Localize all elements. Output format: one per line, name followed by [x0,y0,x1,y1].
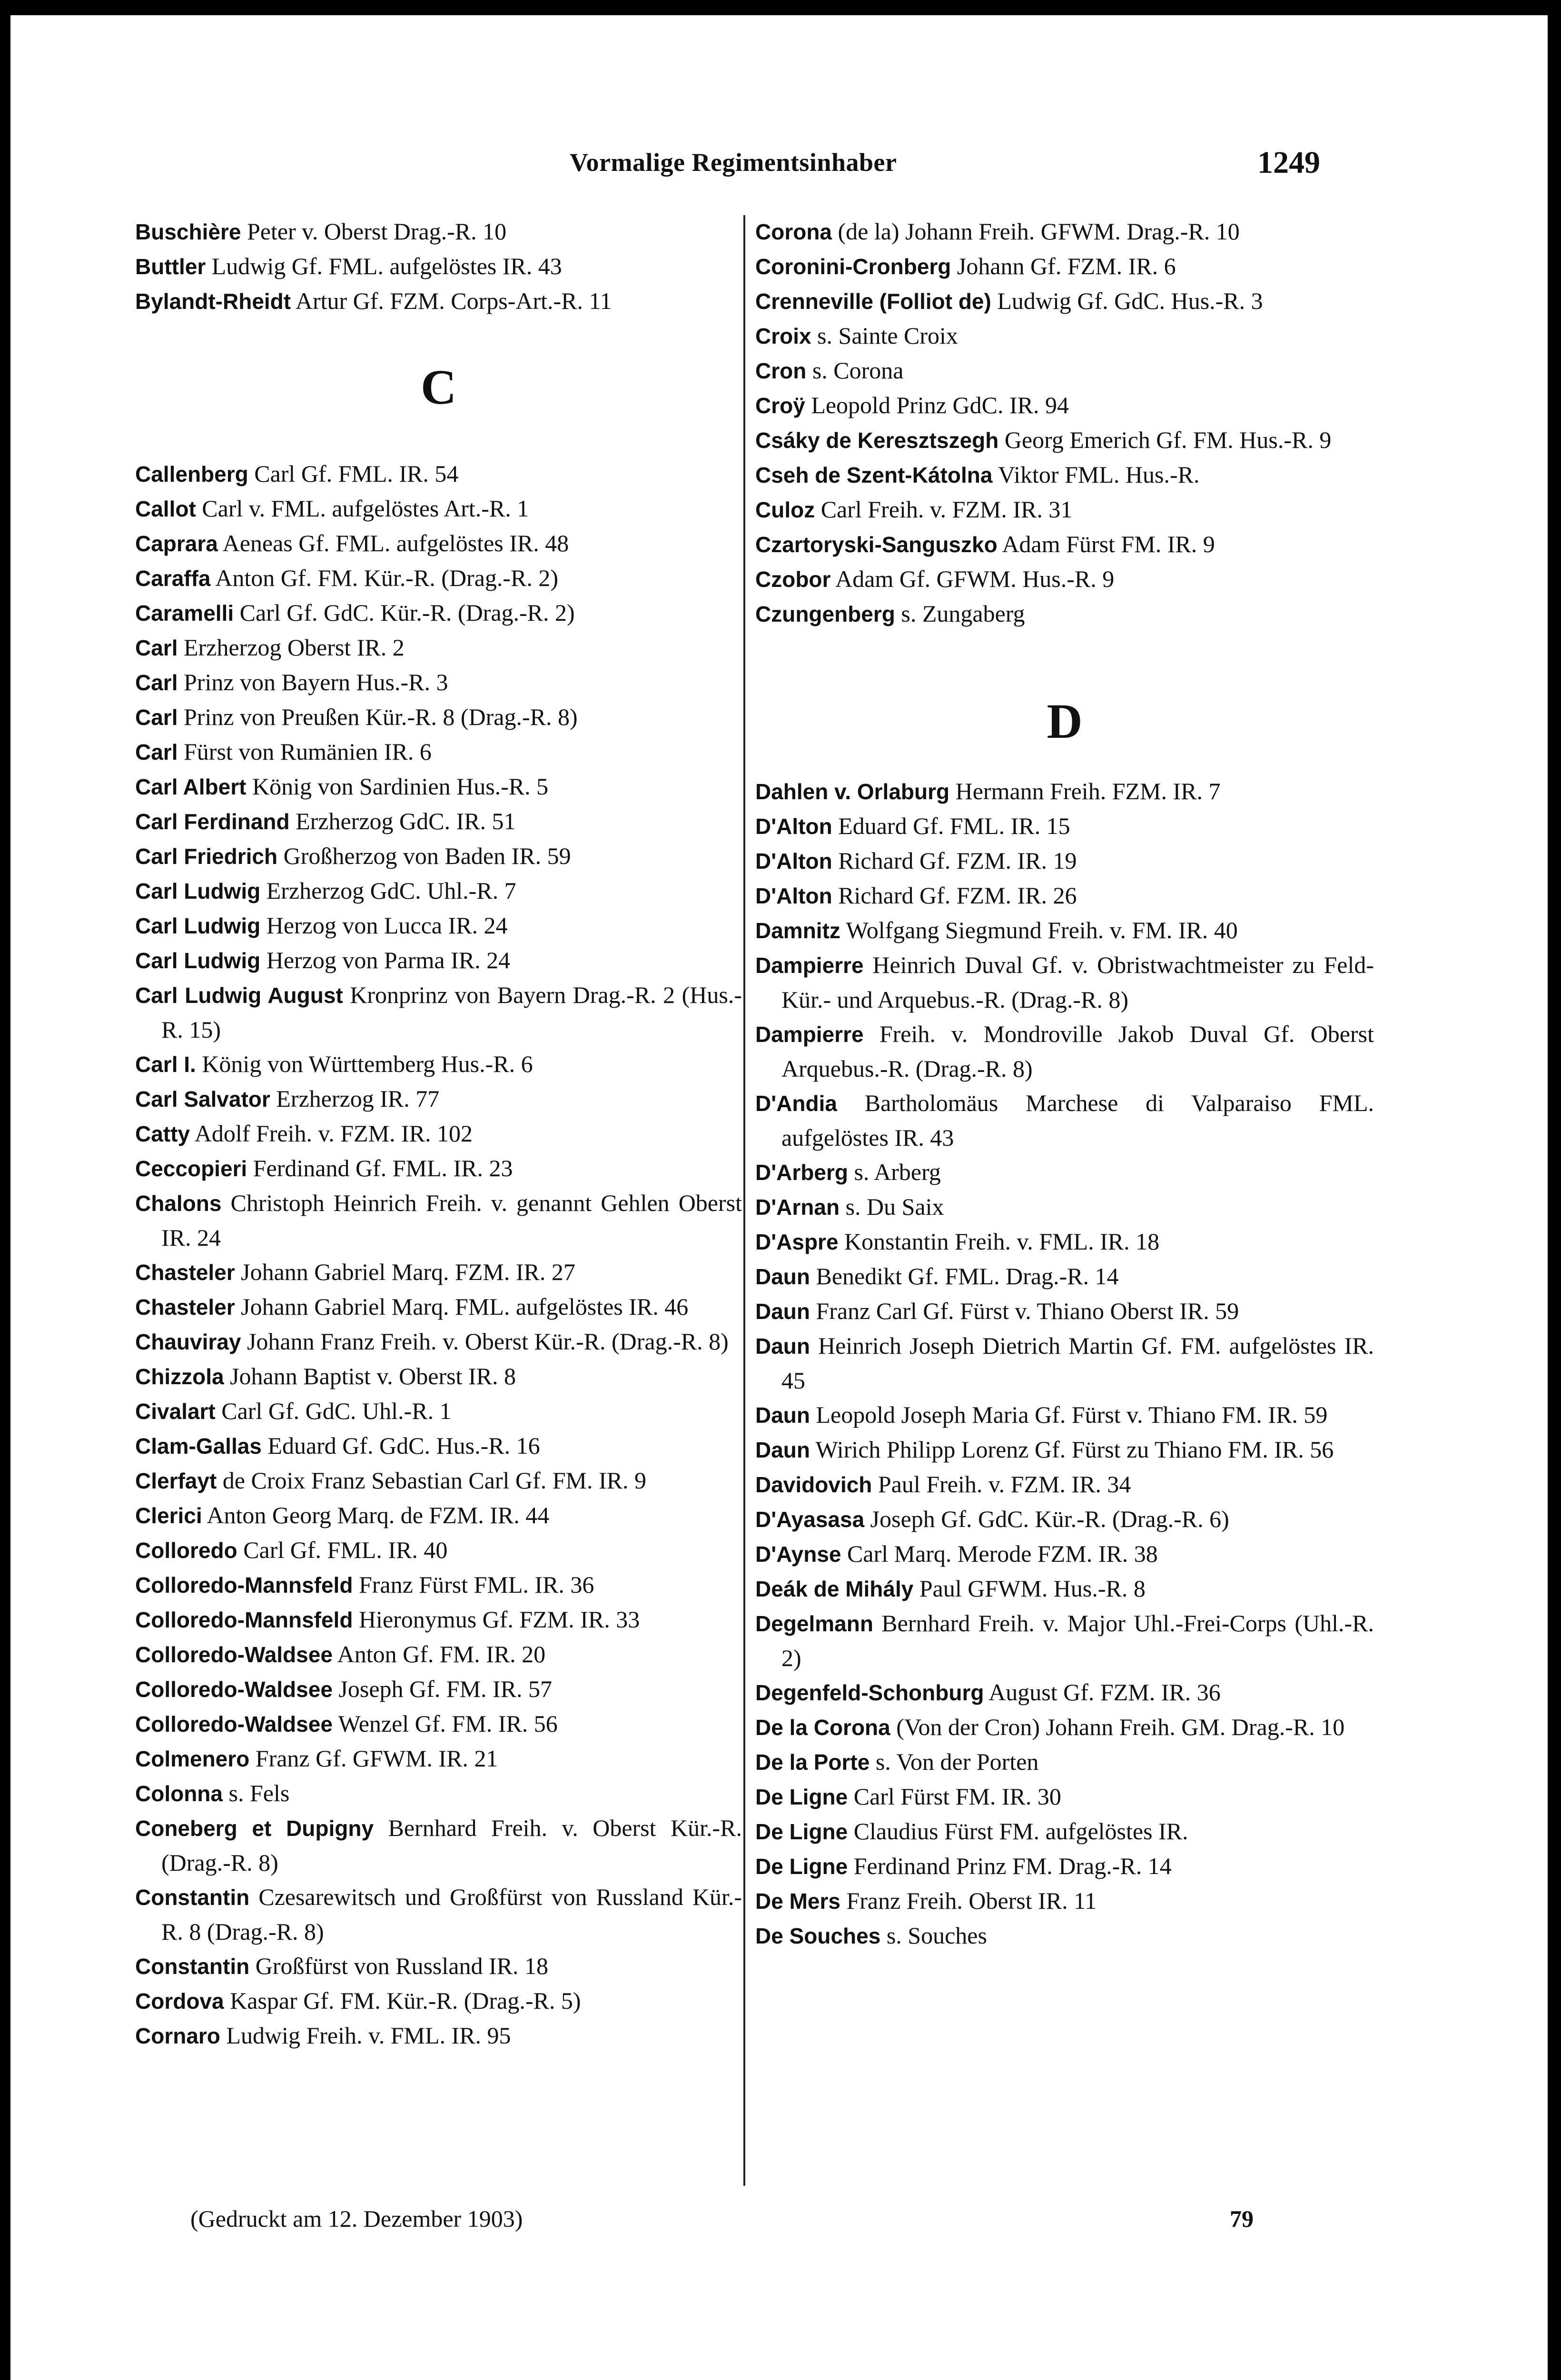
entry-name: Chauviray [135,1329,241,1354]
register-entry [135,1533,742,1567]
register-entry [135,1567,742,1602]
entry-details: Großherzog von Baden IR. 59 [283,843,571,869]
entry-name: D'Arnan [755,1195,840,1220]
register-entry [135,1672,742,1706]
register-entry [135,561,742,595]
entry-name: Caraffa [135,566,211,591]
entry-details: Leopold Joseph Maria Gf. Fürst v. Thiano FM. IR. 59 [816,1401,1328,1428]
entry-details: Aeneas Gf. FML. aufgelöstes IR. 48 [222,530,569,556]
entry-details: Franz Gf. GFWM. IR. 21 [255,1745,498,1772]
entry-details: Ferdinand Gf. FML. IR. 23 [253,1155,513,1181]
left-main-entries [135,456,742,2053]
register-entry [135,1359,742,1394]
entry-details: Johann Gf. FZM. IR. 6 [957,253,1176,279]
register-entry [135,1255,742,1289]
entry-name: Croÿ [755,393,805,418]
register-entry [755,1779,1374,1814]
entry-name: De la Porte [755,1750,870,1775]
right-top-entries [755,214,1374,631]
register-entry [755,948,1374,1017]
entry-details: Christoph Heinrich Freih. v. genannt Gehlen Oberst IR. 24 [161,1190,742,1251]
entry-name: Colloredo [135,1538,237,1563]
entry-details: Anton Gf. FM. Kür.-R. (Drag.-R. 2) [215,565,559,591]
entry-details: Artur Gf. FZM. Corps-Art.-R. 11 [295,288,612,314]
register-entry [135,1394,742,1428]
entry-details: Konstantin Freih. v. FML. IR. 18 [844,1228,1160,1255]
register-entry [755,457,1374,492]
entry-name: Buttler [135,254,206,279]
entry-name: Cornaro [135,2023,220,2048]
register-entry [755,249,1374,284]
entry-details: Erzherzog Oberst IR. 2 [183,634,405,661]
entry-name: Crenneville (Folliot de) [755,289,991,314]
entry-name: Colonna [135,1781,223,1806]
entry-name: D'Alton [755,814,832,839]
register-entry [755,843,1374,878]
register-entry [135,1602,742,1637]
register-entry [135,249,742,284]
entry-name: Ceccopieri [135,1156,247,1181]
register-entry [755,1086,1374,1155]
register-entry [135,1880,742,1949]
entry-name: Czobor [755,567,831,592]
register-entry [755,1537,1374,1571]
entry-name: Carl Salvator [135,1087,270,1111]
register-entry [135,1047,742,1081]
entry-name: Caprara [135,531,218,556]
entry-details: Carl v. FML. aufgelöstes Art.-R. 1 [202,495,529,522]
entry-name: Corona [755,219,832,244]
right-main-entries [755,774,1374,1953]
entry-name: Coronini-Cronberg [755,254,951,279]
entry-details: Kronprinz von Bayern Drag.-R. 2 (Hus.-R. 15) [161,982,742,1043]
entry-name: Colloredo-Mannsfeld [135,1607,353,1632]
entry-details: Leopold Prinz GdC. IR. 94 [811,392,1069,418]
register-entry [135,804,742,839]
entry-details: Carl Gf. FML. IR. 40 [243,1537,448,1563]
entry-details: Wolfgang Siegmund Freih. v. FM. IR. 40 [846,917,1238,943]
right-column [755,214,1374,1953]
register-entry [755,1398,1374,1432]
entry-name: Daun [755,1264,810,1289]
entry-details: Ludwig Gf. FML. aufgelöstes IR. 43 [211,253,562,279]
register-entry [135,595,742,630]
entry-details: Franz Carl Gf. Fürst v. Thiano Oberst IR. 59 [816,1298,1239,1324]
register-entry [135,1081,742,1116]
entry-name: Carl Ferdinand [135,809,290,834]
entry-details: Bartholomäus Marchese di Valparaiso FML. aufgelöstes IR. 43 [781,1090,1374,1151]
entry-name: Carl Albert [135,774,247,799]
entry-name: Carl [135,740,178,764]
entry-details: s. Fels [228,1780,290,1806]
entry-name: Buschière [135,219,241,244]
entry-name: Bylandt-Rheidt [135,289,291,314]
entry-details: Carl Gf. GdC. Uhl.-R. 1 [221,1398,452,1424]
entry-details: Viktor FML. Hus.-R. [998,461,1200,488]
entry-name: De Ligne [755,1819,848,1844]
entry-name: D'Aynse [755,1542,841,1567]
entry-details: Herzog von Parma IR. 24 [266,947,511,973]
entry-details: Prinz von Bayern Hus.-R. 3 [183,669,448,695]
entry-details: Anton Gf. FM. IR. 20 [337,1641,546,1667]
register-entry [755,913,1374,948]
entry-name: Daun [755,1299,810,1324]
register-entry [755,878,1374,913]
entry-name: Clerfayt [135,1468,217,1493]
entry-name: Colloredo-Waldsee [135,1712,333,1736]
register-entry [135,769,742,804]
register-entry [135,1289,742,1324]
entry-details: Benedikt Gf. FML. Drag.-R. 14 [816,1263,1119,1289]
entry-name: Csáky de Keresztszegh [755,428,999,453]
entry-details: Heinrich Joseph Dietrich Martin Gf. FM. aufgelöstes IR. 45 [781,1332,1374,1394]
entry-name: Degelmann [755,1611,873,1636]
register-entry [755,1224,1374,1259]
register-entry [755,492,1374,527]
entry-name: Clam-Gallas [135,1434,262,1458]
entry-details: Ludwig Freih. v. FML. IR. 95 [226,2022,511,2049]
entry-name: Dampierre [755,1022,864,1047]
entry-details: Joseph Gf. FM. IR. 57 [338,1676,553,1702]
register-entry [755,1710,1374,1745]
entry-details: Ludwig Gf. GdC. Hus.-R. 3 [997,288,1263,314]
entry-details: Freih. v. Mondroville Jakob Duval Gf. Oberst Arquebus.-R. (Drag.-R. 8) [781,1021,1374,1082]
register-entry [755,214,1374,249]
entry-name: D'Aspre [755,1230,839,1254]
entry-name: Damnitz [755,918,840,943]
entry-details: Joseph Gf. GdC. Kür.-R. (Drag.-R. 6) [870,1506,1229,1532]
register-entry [135,1186,742,1255]
register-entry [135,943,742,978]
entry-details: Erzherzog IR. 77 [276,1085,440,1112]
register-entry [755,284,1374,318]
entry-details: König von Sardinien Hus.-R. 5 [252,773,549,800]
print-date-note: (Gedruckt am 12. Dezember 1903) [190,2205,523,2232]
entry-details: Adam Fürst FM. IR. 9 [1002,531,1215,557]
entry-name: D'Alton [755,883,832,908]
register-entry [135,734,742,769]
entry-details: Großfürst von Russland IR. 18 [255,1953,548,1979]
entry-name: Callenberg [135,462,248,486]
entry-details: s. Corona [812,357,904,384]
entry-name: Clerici [135,1503,202,1528]
entry-details: s. Von der Porten [875,1748,1039,1775]
entry-details: s. Arberg [854,1159,941,1185]
entry-name: Dahlen v. Orlaburg [755,779,950,804]
entry-details: Fürst von Rumänien IR. 6 [183,738,432,765]
entry-details: Johann Franz Freih. v. Oberst Kür.-R. (Drag.-R. 8) [247,1328,729,1355]
register-entry [135,839,742,873]
register-entry [135,700,742,734]
entry-name: Croix [755,324,811,348]
entry-details: Carl Marq. Merode FZM. IR. 38 [847,1540,1158,1567]
entry-name: Carl Ludwig [135,948,261,973]
entry-name: Cseh de Szent-Kátolna [755,463,993,487]
entry-details: König von Württemberg Hus.-R. 6 [202,1051,533,1077]
section-heading-d: D [1047,694,1083,749]
register-entry [755,774,1374,809]
entry-details: s. Du Saix [845,1193,944,1220]
register-entry [135,1151,742,1186]
entry-details: Adam Gf. GFWM. Hus.-R. 9 [835,565,1115,592]
register-entry [755,1155,1374,1190]
register-entry [755,1675,1374,1710]
entry-details: Erzherzog GdC. Uhl.-R. 7 [266,877,516,904]
register-entry [755,1884,1374,1918]
section-heading-c: C [420,360,457,415]
entry-details: Carl Fürst FM. IR. 30 [853,1783,1061,1810]
entry-details: Anton Georg Marq. de FZM. IR. 44 [207,1502,550,1528]
register-entry [135,1637,742,1672]
entry-name: Daun [755,1334,810,1359]
register-entry [135,1428,742,1463]
entry-name: Carl Friedrich [135,844,278,869]
entry-name: Degenfeld-Schonburg [755,1680,984,1705]
entry-name: Czartoryski-Sanguszko [755,532,998,557]
register-entry [135,1498,742,1533]
entry-details: Carl Freih. v. FZM. IR. 31 [820,496,1073,523]
register-entry [755,388,1374,423]
column-divider [743,215,745,2186]
entry-name: Callot [135,496,196,521]
entry-name: Carl Ludwig August [135,983,343,1008]
register-entry [755,1606,1374,1675]
register-entry [135,2018,742,2053]
register-entry [135,214,742,249]
entry-details: Peter v. Oberst Drag.-R. 10 [247,218,507,245]
entry-details: s. Souches [886,1922,987,1949]
entry-name: Constantin [135,1954,250,1979]
register-entry [135,456,742,491]
register-entry [755,1849,1374,1884]
entry-name: Constantin [135,1885,250,1910]
register-entry [755,353,1374,388]
entry-name: De Ligne [755,1854,848,1879]
entry-name: De Mers [755,1889,840,1914]
register-entry [755,809,1374,843]
entry-name: D'Ayasasa [755,1507,865,1532]
entry-name: Culoz [755,497,815,522]
page-number: 1249 [1257,145,1320,180]
entry-details: Wenzel Gf. FM. IR. 56 [338,1710,558,1737]
entry-details: Heinrich Duval Gf. v. Obristwachtmeister zu Feld-Kür.- und Arquebus.-R. (Drag.-R. 8) [781,952,1374,1013]
entry-details: Eduard Gf. GdC. Hus.-R. 16 [267,1432,540,1459]
entry-name: Colloredo-Mannsfeld [135,1573,353,1597]
register-entry [135,1776,742,1811]
entry-name: Colloredo-Waldsee [135,1677,333,1702]
entry-name: Coneberg et Dupigny [135,1816,374,1841]
entry-details: Erzherzog GdC. IR. 51 [296,808,516,834]
register-entry [135,526,742,561]
register-entry [135,908,742,943]
entry-name: Daun [755,1438,810,1462]
register-entry [755,1190,1374,1224]
entry-name: De la Corona [755,1715,890,1740]
entry-name: De Souches [755,1924,881,1948]
running-header-title: Vormalige Regimentsinhaber [570,148,897,177]
register-entry [135,1463,742,1498]
register-entry [135,1741,742,1776]
entry-details: Franz Freih. Oberst IR. 11 [846,1887,1097,1914]
entry-name: Carl [135,705,178,730]
entry-details: Richard Gf. FZM. IR. 26 [838,882,1077,909]
entry-details: Johann Gabriel Marq. FZM. IR. 27 [241,1259,575,1285]
entry-name: Davidovich [755,1472,872,1497]
entry-name: Colmenero [135,1746,250,1771]
entry-name: Cordova [135,1989,224,2013]
register-entry [755,562,1374,596]
entry-name: D'Alton [755,849,832,873]
entry-name: Dampierre [755,953,864,978]
register-entry [135,873,742,908]
register-entry [135,1949,742,1983]
entry-name: Carl Ludwig [135,879,261,903]
entry-details: s. Sainte Croix [817,322,958,349]
entry-details: Prinz von Preußen Kür.-R. 8 (Drag.-R. 8) [183,704,578,730]
entry-name: D'Arberg [755,1160,848,1185]
register-entry [755,1745,1374,1779]
left-top-entries [135,214,742,318]
register-entry [135,1983,742,2018]
register-entry [755,1467,1374,1502]
entry-name: Carl Ludwig [135,913,261,938]
entry-details: Carl Gf. GdC. Kür.-R. (Drag.-R. 2) [239,599,575,626]
register-entry [755,1814,1374,1849]
entry-details: Hermann Freih. FZM. IR. 7 [955,778,1221,804]
entry-name: Carl I. [135,1052,196,1077]
entry-details: Claudius Fürst FM. aufgelöstes IR. [853,1818,1188,1844]
register-entry [755,1571,1374,1606]
register-entry [755,423,1374,457]
register-entry [135,1706,742,1741]
entry-name: Catty [135,1121,190,1146]
entry-name: Czungenberg [755,602,895,626]
entry-name: Chizzola [135,1364,224,1389]
entry-name: Chalons [135,1191,222,1216]
entry-name: Civalart [135,1399,216,1424]
entry-details: Adolf Freih. v. FZM. IR. 102 [194,1120,473,1147]
entry-name: Cron [755,358,807,383]
entry-details: Eduard Gf. FML. IR. 15 [838,813,1070,839]
entry-name: Caramelli [135,601,234,625]
entry-name: D'Andia [755,1091,837,1116]
register-entry [755,1918,1374,1953]
register-entry [755,1259,1374,1294]
entry-details: Carl Gf. FML. IR. 54 [254,460,459,487]
entry-name: Colloredo-Waldsee [135,1642,333,1667]
entry-details: Hieronymus Gf. FZM. IR. 33 [358,1606,640,1633]
register-entry [135,284,742,318]
entry-details: Richard Gf. FZM. IR. 19 [838,847,1077,874]
entry-details: Johann Gabriel Marq. FML. aufgelöstes IR. 46 [241,1293,689,1320]
entry-name: Daun [755,1403,810,1428]
register-entry [135,630,742,665]
register-entry [755,596,1374,631]
book-page [10,15,1548,2380]
register-entry [135,491,742,526]
register-entry [755,527,1374,562]
entry-details: Czesarewitsch und Großfürst von Russland Kür.-R. 8 (Drag.-R. 8) [161,1884,742,1945]
register-entry [135,1324,742,1359]
register-entry [755,1329,1374,1398]
entry-details: Ferdinand Prinz FM. Drag.-R. 14 [853,1853,1172,1879]
register-entry [755,1294,1374,1329]
entry-name: Carl [135,635,178,660]
entry-details: Georg Emerich Gf. FM. Hus.-R. 9 [1004,426,1332,453]
entry-name: De Ligne [755,1785,848,1809]
entry-details: s. Zungaberg [901,600,1025,627]
entry-details: Kaspar Gf. FM. Kür.-R. (Drag.-R. 5) [230,1987,581,2014]
register-entry [135,978,742,1047]
entry-name: Deák de Mihály [755,1577,914,1601]
entry-details: Bernhard Freih. v. Oberst Kür.-R. (Drag.-R. 8) [161,1815,742,1876]
register-entry [135,665,742,700]
entry-details: (de la) Johann Freih. GFWM. Drag.-R. 10 [838,218,1240,245]
entry-details: de Croix Franz Sebastian Carl Gf. FM. IR. 9 [222,1467,646,1494]
entry-name: Carl [135,670,178,695]
register-entry [135,1811,742,1880]
entry-details: Wirich Philipp Lorenz Gf. Fürst zu Thiano FM. IR. 56 [815,1436,1334,1463]
entry-details: Herzog von Lucca IR. 24 [266,912,508,939]
register-entry [755,318,1374,353]
entry-details: Johann Baptist v. Oberst IR. 8 [230,1363,516,1389]
entry-details: Franz Fürst FML. IR. 36 [358,1571,594,1598]
register-entry [135,1116,742,1151]
entry-details: Bernhard Freih. v. Major Uhl.-Frei-Corps (Uhl.-R. 2) [781,1610,1374,1671]
register-entry [755,1502,1374,1537]
register-entry [755,1017,1374,1086]
entry-name: Chasteler [135,1295,235,1319]
entry-details: (Von der Cron) Johann Freih. GM. Drag.-R. 10 [896,1714,1345,1740]
entry-name: Chasteler [135,1260,235,1285]
entry-details: Paul Freih. v. FZM. IR. 34 [878,1471,1131,1497]
sheet-number: 79 [1230,2205,1254,2232]
register-entry [755,1432,1374,1467]
entry-details: August Gf. FZM. IR. 36 [988,1679,1221,1706]
left-column [135,214,742,2053]
entry-details: Paul GFWM. Hus.-R. 8 [919,1575,1146,1602]
